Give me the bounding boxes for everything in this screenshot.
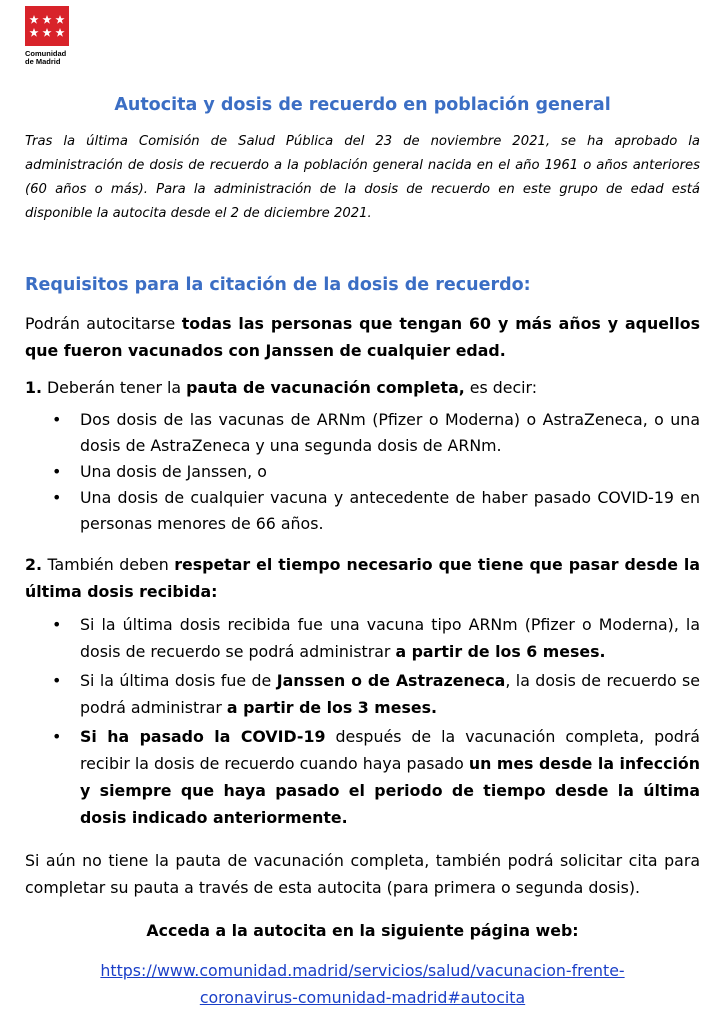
document-title: Autocita y dosis de recuerdo en población general xyxy=(114,95,611,115)
list-item: • Una dosis de cualquier vacuna y antecedente de haber pasado COVID-19 en personas menores de 66 años. xyxy=(80,485,700,537)
interval-bold: un mes desde la infección y siempre que haya pasado el periodo de tiempo desde la última dosis indicado anteriormente. xyxy=(80,754,700,827)
requirements-heading: Requisitos para la citación de la dosis de recuerdo: xyxy=(25,275,531,295)
list-item xyxy=(80,611,700,665)
requirement-2-text: También deben xyxy=(42,555,175,574)
logo-org-name: Comunidad de Madrid xyxy=(25,49,67,66)
star-flag-icon xyxy=(25,6,69,46)
autocita-link[interactable] xyxy=(100,961,624,1007)
autocita-link-block xyxy=(25,957,700,1011)
requirement-1-bold: pauta de vacunación completa, xyxy=(186,378,465,397)
requirement-2 xyxy=(25,551,700,605)
incomplete-schedule-paragraph: Si aún no tiene la pauta de vacunación completa, también podrá solicitar cita para completar su pauta a través de esta autocita (para primera o segunda dosis). xyxy=(25,851,700,897)
requirement-2-number: 2. xyxy=(25,555,42,574)
intro-paragraph: Tras la última Comisión de Salud Pública del 23 de noviembre 2021, se ha aprobado la administración de dosis de recuerdo a la población general nacida en el año 1961 o años anteriores (60 años o más). Para la administración de la dosis de recuerdo en este grupo de edad está disponible la autocita desde el 2 de diciembre 2021. xyxy=(25,134,700,221)
autocita-link-line-2[interactable]: coronavirus-comunidad-madrid#autocita xyxy=(199,988,526,1007)
list-item: • Una dosis de Janssen, o xyxy=(80,459,700,485)
autocita-link-line-1[interactable]: https://www.comunidad.madrid/servicios/salud/vacunacion-frente- xyxy=(100,961,625,980)
complete-schedule-list xyxy=(25,407,700,537)
requirement-1-text-end: es decir: xyxy=(464,378,538,397)
interval-text: Si la última dosis fue de xyxy=(80,671,277,690)
interval-bold: a partir de los 6 meses. xyxy=(395,642,606,661)
access-heading: Acceda a la autocita en la siguiente página web: xyxy=(146,921,579,940)
interval-text: Si la última dosis recibida fue una vacuna tipo ARNm (Pfizer o Moderna), la dosis de recuerdo se podrá administrar xyxy=(80,615,700,661)
interval-bold: Janssen o de Astrazeneca xyxy=(276,671,506,690)
interval-text: , la dosis de recuerdo se podrá administrar xyxy=(80,671,701,717)
interval-bold: a partir de los 3 meses. xyxy=(226,698,437,717)
requirement-1-text: Deberán tener la xyxy=(42,378,187,397)
list-item xyxy=(80,723,700,831)
interval-text: después de la vacunación completa, podrá recibir la dosis de recuerdo cuando haya pasado xyxy=(80,727,700,773)
eligibility-text: Podrán autocitarse xyxy=(25,314,182,333)
list-item xyxy=(80,667,700,721)
requirement-1-number: 1. xyxy=(25,378,42,397)
interval-list xyxy=(25,611,700,831)
requirement-1 xyxy=(25,374,700,401)
comunidad-de-madrid-logo xyxy=(25,6,75,66)
requirement-2-bold: respetar el tiempo necesario que tiene que pasar desde la última dosis recibida: xyxy=(25,555,700,601)
list-item: • Dos dosis de las vacunas de ARNm (Pfizer o Moderna) o AstraZeneca, o una dosis de AstraZeneca y una segunda dosis de ARNm. xyxy=(80,407,700,459)
interval-bold: Si ha pasado la COVID-19 xyxy=(80,727,326,746)
document-body xyxy=(25,94,700,1011)
eligibility-bold: todas las personas que tengan 60 y más años y aquellos que fueron vacunados con Janssen de cualquier edad. xyxy=(25,314,701,360)
eligibility-paragraph xyxy=(25,310,700,364)
